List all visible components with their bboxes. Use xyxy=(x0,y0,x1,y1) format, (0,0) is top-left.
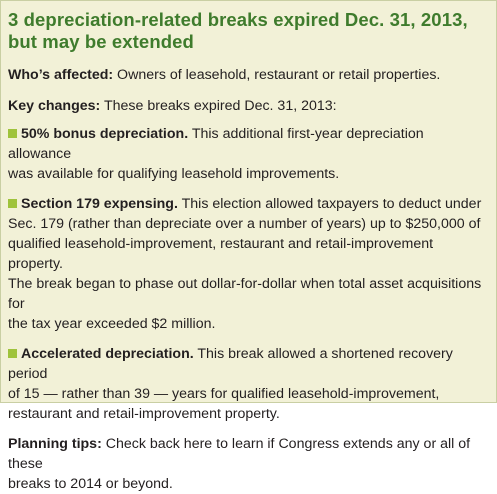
bullet-heading: Accelerated depreciation. xyxy=(21,346,194,362)
list-item xyxy=(8,344,482,424)
list-item xyxy=(8,124,482,184)
bullet-text: qualified leasehold-improvement, restaurant and retail-improvement property. xyxy=(8,236,434,272)
planning-tips-text: breaks to 2014 or beyond. xyxy=(8,476,173,492)
bullet-text: of 15 — rather than 39 — years for qualified leasehold-improvement, xyxy=(8,386,440,402)
bullet-text: Sec. 179 (rather than depreciate over a number of years) up to $250,000 of xyxy=(8,216,481,232)
key-changes-list xyxy=(8,124,482,424)
planning-tips-text: Check back here to learn if Congress extends any or all of these xyxy=(8,436,471,472)
whos-affected-label: Who’s affected: xyxy=(8,67,114,83)
title-line-2: but may be extended xyxy=(8,31,194,52)
planning-tips-label: Planning tips: xyxy=(8,436,102,452)
bullet-square-icon xyxy=(8,199,17,208)
list-item xyxy=(8,194,482,334)
bullet-text: was available for qualifying leasehold improvements. xyxy=(8,166,340,182)
title-line-1: 3 depreciation-related breaks expired Dec. 31, 2013, xyxy=(8,9,468,30)
bullet-heading: Section 179 expensing. xyxy=(21,196,178,212)
panel-title xyxy=(8,9,482,53)
key-changes-label: Key changes: xyxy=(8,98,101,114)
bullet-text: The break began to phase out dollar-for-dollar when total asset acquisitions for xyxy=(8,276,482,312)
whos-affected-text: Owners of leasehold, restaurant or retail properties. xyxy=(113,67,441,83)
bullet-square-icon xyxy=(8,349,17,358)
bullet-text: This election allowed taxpayers to deduct under xyxy=(177,196,482,212)
key-changes-text: These breaks expired Dec. 31, 2013: xyxy=(100,98,337,114)
bullet-text: This break allowed a shortened recovery period xyxy=(8,346,453,382)
bullet-text: restaurant and retail-improvement property. xyxy=(8,406,280,422)
bullet-text: the tax year exceeded $2 million. xyxy=(8,316,216,332)
bullet-text: This additional first-year depreciation allowance xyxy=(8,126,424,162)
planning-tips-paragraph xyxy=(8,434,482,494)
key-changes-paragraph xyxy=(8,96,482,116)
bullet-square-icon xyxy=(8,129,17,138)
bullet-heading: 50% bonus depreciation. xyxy=(21,126,189,142)
whos-affected-paragraph xyxy=(8,65,482,85)
